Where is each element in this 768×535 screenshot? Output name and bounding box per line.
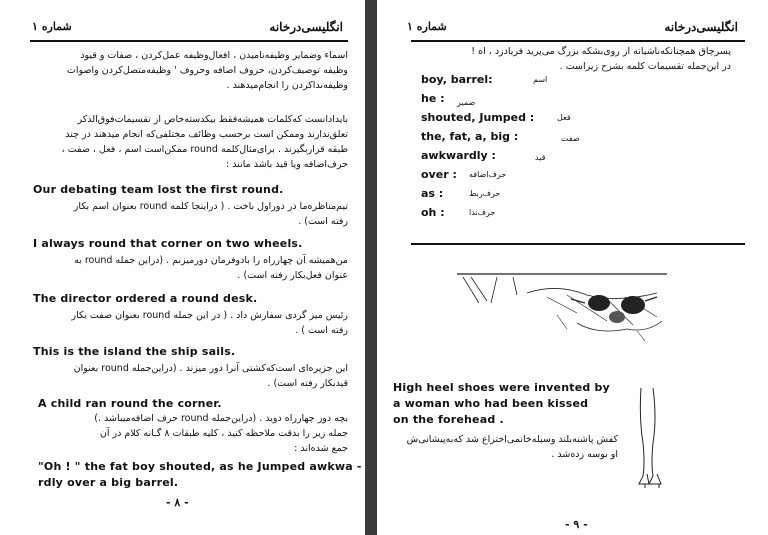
- header-rule: [411, 40, 745, 42]
- list-item: [421, 168, 561, 187]
- high-heel-legs-illustration: [635, 388, 665, 488]
- intro-paragraph: [32, 48, 348, 93]
- example-1-persian: [32, 199, 348, 229]
- page-number: - ۹ -: [565, 518, 588, 531]
- magazine-title: انگلیسی‌درخانه: [269, 20, 343, 34]
- issue-number: شماره ۱: [32, 20, 72, 33]
- list-item: [421, 111, 571, 130]
- page-gutter: [365, 0, 377, 535]
- text-line: a woman who had been kissed: [393, 397, 589, 410]
- right-page: [377, 0, 768, 535]
- text-line: رفته است) .: [298, 216, 348, 227]
- text-line: این جزیره‌ای است‌که‌کشتی آنرا دور میزند . (دراین‌جمله round بعنوان: [73, 363, 348, 374]
- text-line: High heel shoes were invented by: [393, 381, 610, 394]
- text-line: کفش پاشنه‌بلند وسیله‌خانمی‌اختراع شد که‌به‌پیشانی‌ش: [406, 434, 618, 445]
- text-line: وظیفه توصیف‌کردن، حروف اضافه وحروف ' وظیفه‌متصل‌کردن واصوات: [66, 65, 348, 76]
- english-words: as :: [421, 187, 444, 200]
- english-words: awkwardly :: [421, 149, 496, 162]
- section-rule: [411, 243, 745, 245]
- list-item: [421, 187, 561, 206]
- text-line: عنوان فعل‌بکار رفته است) .: [237, 270, 348, 281]
- persian-class: اسم: [533, 75, 548, 84]
- example-2-english: I always round that corner on two wheels.: [33, 237, 303, 250]
- magazine-title: انگلیسی‌درخانه: [664, 20, 738, 34]
- text-line: در این‌جمله تقسیمات کلمه بشرح زیراست .: [559, 61, 731, 72]
- text-line: قیدبکار رفته است) .: [267, 378, 348, 389]
- text-line: تیم‌مناظره‌ما در دوراول باخت . ( دراینجا کلمه round بعنوان اسم بکار: [73, 201, 348, 212]
- text-line: بایدادانست که‌کلمات همیشه‌فقط بیکدسته‌خاص از تقسیمات‌فوق‌الذکر: [77, 114, 348, 125]
- heel-shoes-english: [393, 380, 610, 428]
- second-paragraph: [32, 112, 348, 172]
- right-page-header: [377, 20, 768, 40]
- text-line: جمله زیر را بدقت ملاحظه کنید ، کلیه طبقات ۸ گـانه کلام در آن: [99, 428, 348, 439]
- example-3-english: The director ordered a round desk.: [33, 292, 258, 305]
- right-intro: [421, 44, 731, 74]
- word-class-list: [421, 73, 580, 225]
- list-item: [421, 92, 561, 111]
- text-line: on the forehead .: [393, 413, 504, 426]
- list-item: [421, 206, 561, 225]
- persian-class: قید: [535, 153, 546, 162]
- example-5-persian: [32, 411, 348, 456]
- example-6-english: [38, 459, 362, 491]
- text-line: تعلق‌ندارند وممکن است برحسب وظائف مختلفی‌که انجام میدهند در چند: [65, 129, 348, 140]
- example-5-english: A child ran round the corner.: [38, 397, 222, 410]
- text-line: رئیس میز گردی سفارش داد . ( در این جمله round بعنوان صفت بکار: [71, 310, 348, 321]
- persian-class: ضمیر: [457, 98, 476, 107]
- list-item: [421, 130, 580, 149]
- issue-number: شماره ۱: [407, 20, 447, 33]
- english-words: the, fat, a, big :: [421, 130, 519, 143]
- text-line: جمع شده‌اند :: [294, 443, 348, 454]
- english-words: boy, barrel:: [421, 73, 493, 86]
- persian-class: حرف‌ربط: [469, 189, 501, 198]
- text-line: حرف‌اضافه ویا قید باشد مانند :: [226, 159, 348, 170]
- example-4-persian: [32, 361, 348, 391]
- birds-illustration: [457, 273, 667, 343]
- english-words: shouted, Jumped :: [421, 111, 535, 124]
- persian-class: صفت: [561, 134, 580, 143]
- left-page: [0, 0, 365, 535]
- example-3-persian: [32, 308, 348, 338]
- header-rule: [30, 40, 348, 42]
- list-item: [421, 73, 561, 92]
- english-words: over :: [421, 168, 457, 181]
- text-line: بچه دور چهارراه دوید . (دراین‌جمله round حرف اضافه‌میباشد .): [94, 413, 348, 424]
- text-line: اسماء وضمایر وظیفه‌نامیدن ، افعال‌وظیفه عمل‌کردن ، صفات و قیود: [80, 50, 348, 61]
- list-item: [421, 149, 561, 168]
- text-line: طبقه قرار‌بگیرند . برای‌مثال‌کلمه round ممکن‌است اسم ، فعل ، صفت ،: [61, 144, 348, 155]
- text-line: رفته است ) .: [295, 325, 348, 336]
- text-line: "Oh ! " the fat boy shouted, as he Jumped awkwa -: [38, 460, 362, 473]
- heel-shoes-persian: [393, 432, 618, 462]
- example-4-english: This is the island the ship sails.: [33, 345, 236, 358]
- persian-class: فعل: [557, 113, 571, 122]
- text-line: من‌همیشه آن چهارراه را بادوفرمان دورمیزنم . (دراین جمله round به: [74, 255, 348, 266]
- text-line: او بوسه زده‌شد .: [551, 449, 618, 460]
- persian-class: حرف‌ندا: [469, 208, 496, 217]
- english-words: he :: [421, 92, 445, 105]
- left-page-header: [0, 20, 365, 40]
- persian-class: حرف‌اضافه: [469, 170, 507, 179]
- page-number: - ۸ -: [166, 496, 189, 509]
- example-1-english: Our debating team lost the first round.: [33, 183, 284, 196]
- text-line: rdly over a big barrel.: [38, 476, 179, 489]
- english-words: oh :: [421, 206, 445, 219]
- example-2-persian: [32, 253, 348, 283]
- text-line: وظیفه‌ندا‌کردن را انجام‌میدهند .: [226, 80, 348, 91]
- text-line: پسرچاق همچنانکه‌ناشیانه از روی‌بشکه بزرگ می‌پرید فریادزد ، اه !: [471, 46, 731, 57]
